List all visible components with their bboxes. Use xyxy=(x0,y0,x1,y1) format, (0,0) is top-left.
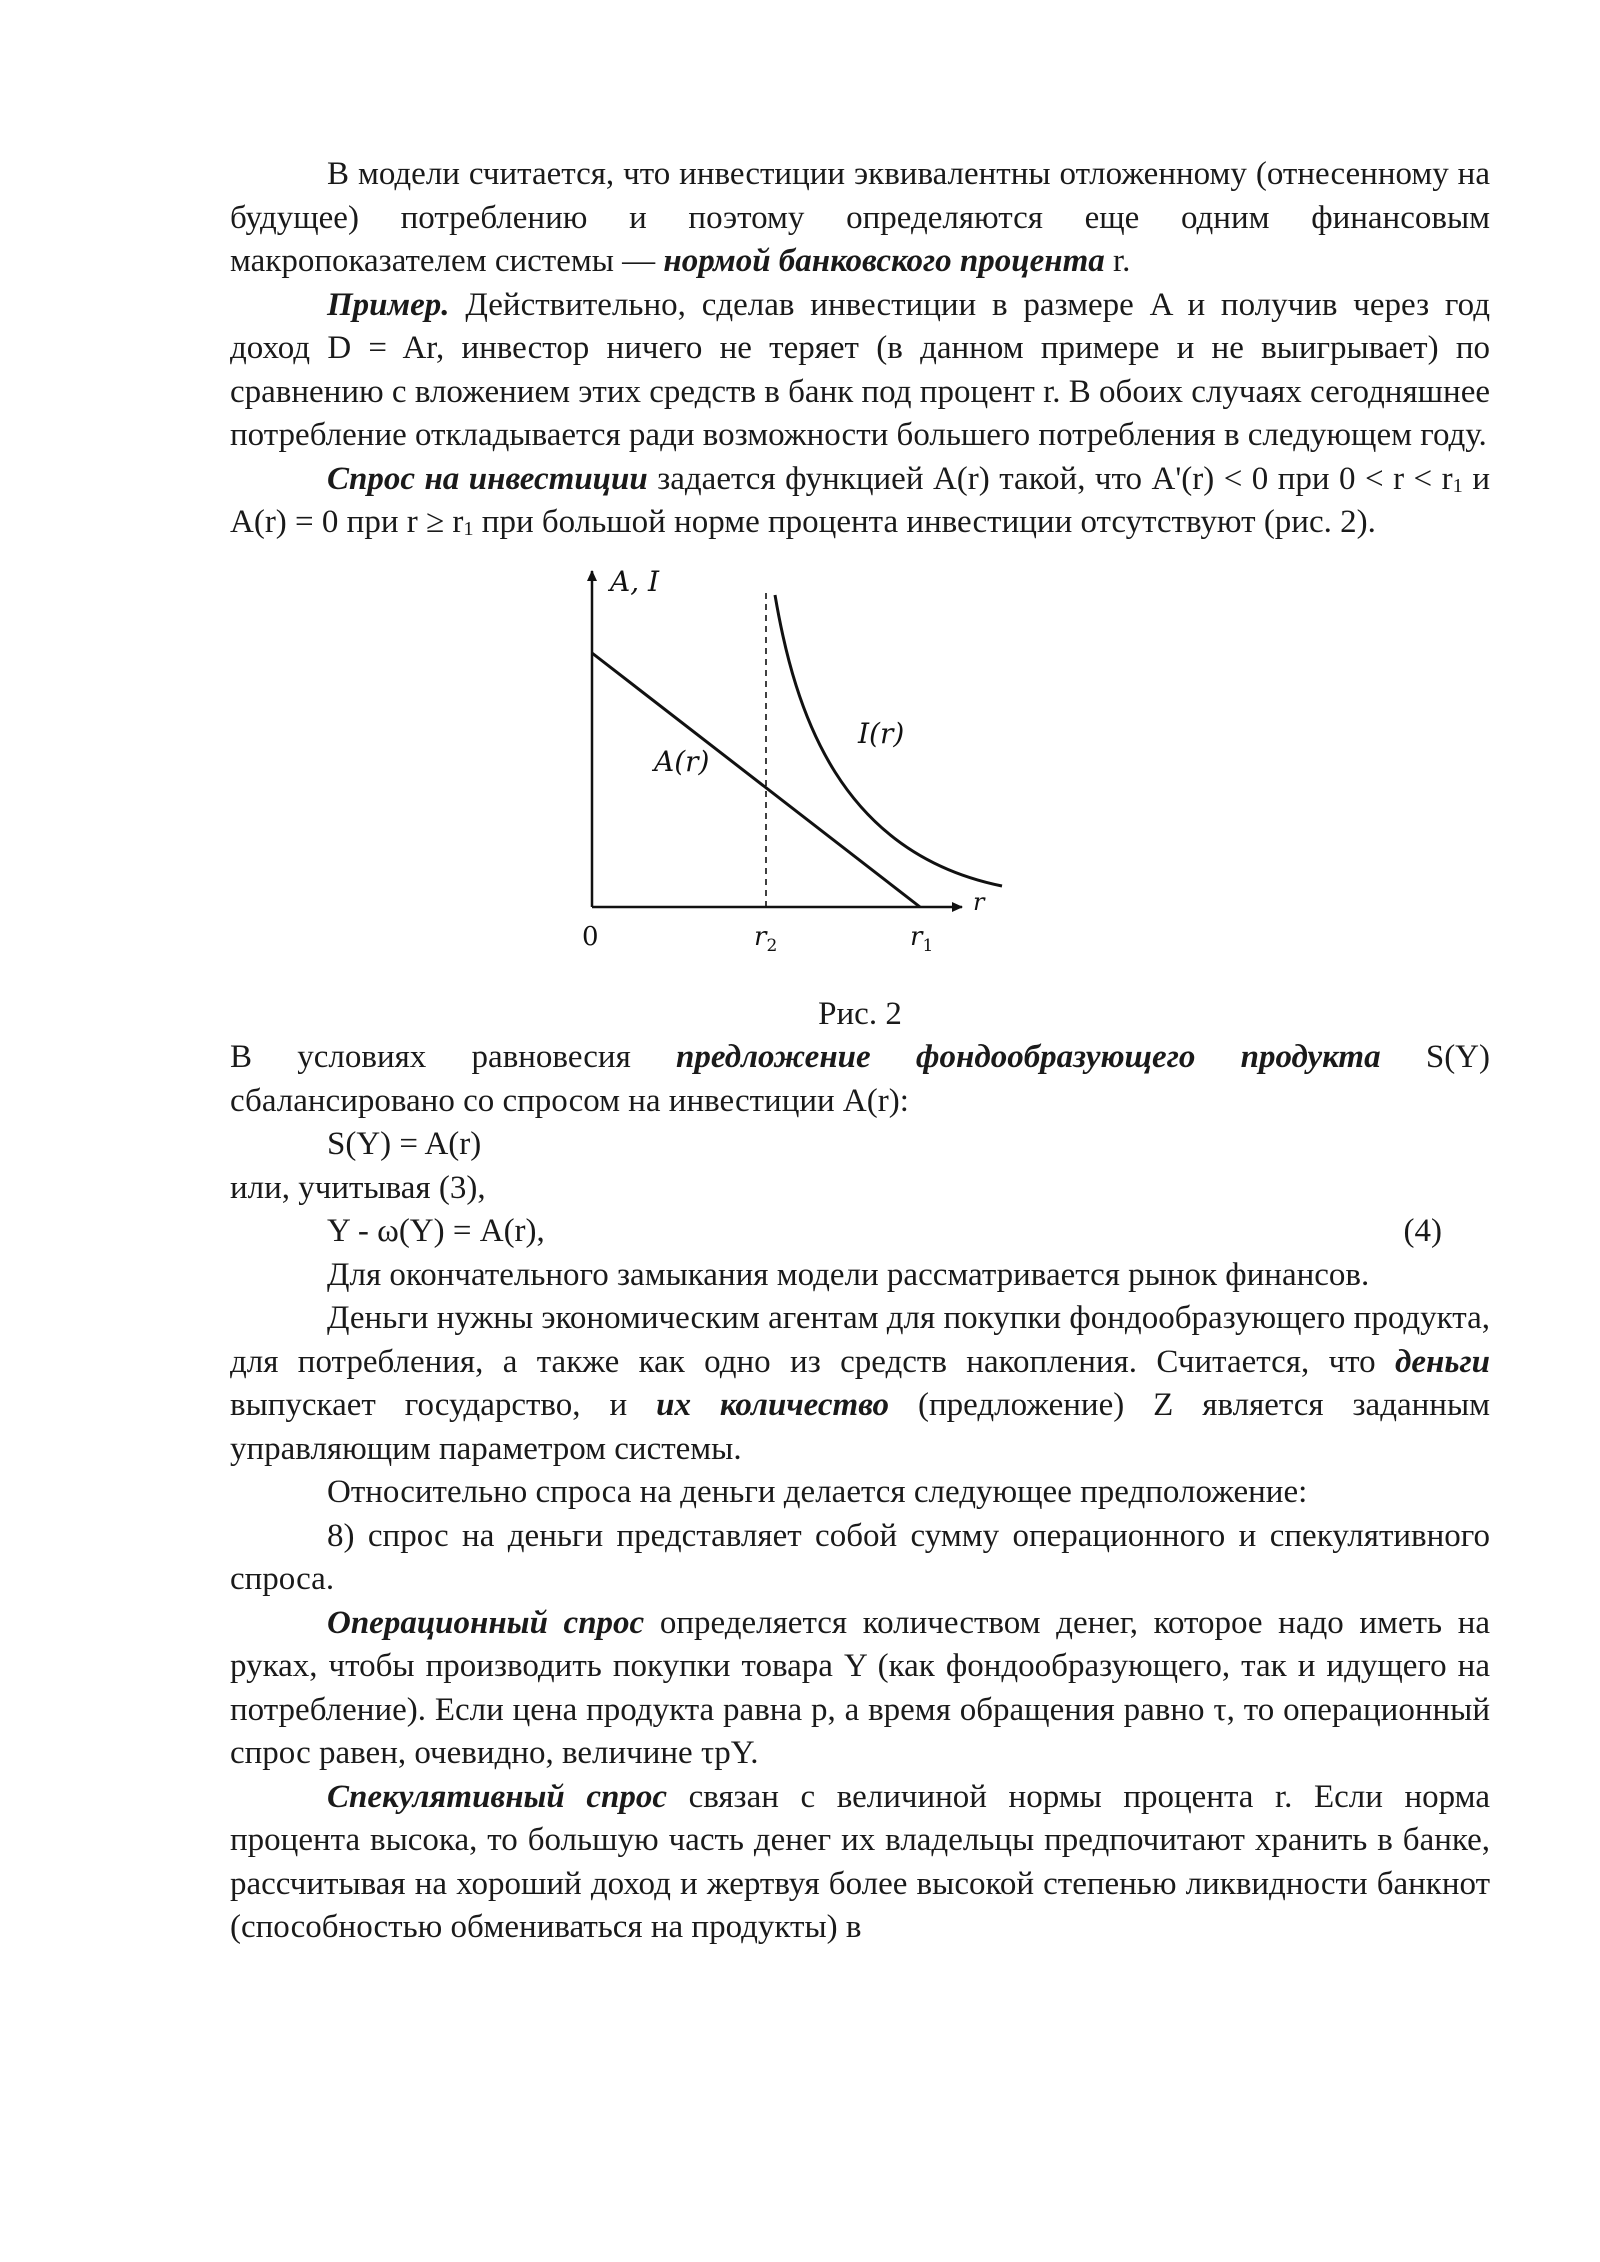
paragraph-2: Пример. Действительно, сделав инвестиции в размере A и получив через год доход D = Ar, инвестор ничего не теряет (в данном примере и не выигрывает) по сравнению с вложением этих средств в банк под процент r. В обоих случаях сегодняшнее потребление откладывается ради возможности большего потребления в следующем году. xyxy=(230,286,1490,453)
term-money-quantity: их количество xyxy=(656,1387,890,1423)
equation-4-number: (4) xyxy=(1403,1213,1442,1249)
paragraph-7: Деньги нужны экономическим агентам для покупки фондообразующего продукта, для потребления, а также как одно из средств накопления. Считается, что деньги выпускает государство, и их количество (предложение) Z является заданным управляющим параметром системы. xyxy=(230,1300,1491,1467)
paragraph-1: В модели считается, что инвестиции эквивалентны отложенному (отнесенному на будущее) потреблению и поэтому определяются еще одним финансовым макропоказателем системы — нормой банковского процента r. xyxy=(230,156,1490,279)
curve-i-label: I(r) xyxy=(858,716,905,750)
paragraph-4: В условиях равновесия предложение фондообразующего продукта S(Y) сбалансировано со спросом на инвестиции A(r): xyxy=(230,1039,1491,1119)
r2-tick-label: $r_2$ xyxy=(754,921,778,956)
term-bank-rate: нормой банковского процента xyxy=(663,243,1105,279)
y-axis-label: A, I xyxy=(610,564,660,598)
term-operational-demand: Операционный спрос xyxy=(327,1604,645,1641)
equation-4-body: Y - ω(Y) = A(r), xyxy=(327,1213,545,1249)
x-axis-label: r xyxy=(973,887,985,916)
paragraph-10: Операционный спрос определяется количеством денег, которое надо иметь на руках, чтобы производить покупки товара Y (как фондообразующего, так и идущего на потребление). Если цена продукта равна p, а время обращения равно τ, то операционный спрос равен, очевидно, величине τpY. xyxy=(230,1604,1490,1771)
paragraph-5: или, учитывая (3), xyxy=(230,1169,486,1206)
figure-2 xyxy=(230,553,1490,993)
figure-caption: Рис. 2 xyxy=(818,995,902,1032)
term-money: деньги xyxy=(1395,1343,1490,1380)
origin-label: 0 xyxy=(582,921,599,952)
equation-4 xyxy=(230,1210,1490,1254)
document-page xyxy=(230,153,1490,1950)
paragraph-9: 8) спрос на деньги представляет собой сумму операционного и спекулятивного спроса. xyxy=(230,1517,1490,1597)
paragraph-8: Относительно спроса на деньги делается следующее предположение: xyxy=(327,1474,1308,1510)
term-example: Пример. xyxy=(327,286,450,323)
term-product-supply: предложение фондообразующего продукта xyxy=(676,1039,1381,1075)
equation-1: S(Y) = A(r) xyxy=(327,1126,482,1162)
r1-tick-label: $r_1$ xyxy=(910,921,934,956)
paragraph-11: Спекулятивный спрос связан с величиной нормы процента r. Если норма процента высока, то большую часть денег их владельцы предпочитают хранить в банке, рассчитывая на хороший доход и жертвуя более высокой степенью ликвидности банкнот (способностью обмениваться на продукты) в xyxy=(230,1778,1490,1945)
paragraph-6: Для окончательного замыкания модели рассматривается рынок финансов. xyxy=(327,1256,1370,1293)
curve-a-label: A(r) xyxy=(654,744,710,778)
paragraph-3: Спрос на инвестиции задается функцией A(r) такой, что A'(r) < 0 при $0 < r < r_1$ и A(r) = 0 при $r \ge r_1$ при большой норме процента инвестиции отсутствуют (рис. 2). xyxy=(230,460,1490,541)
term-speculative-demand: Спекулятивный спрос xyxy=(327,1778,667,1815)
term-investment-demand: Спрос на инвестиции xyxy=(327,460,648,497)
figure-2-graph xyxy=(570,553,1130,993)
curve-a-line xyxy=(592,653,920,907)
